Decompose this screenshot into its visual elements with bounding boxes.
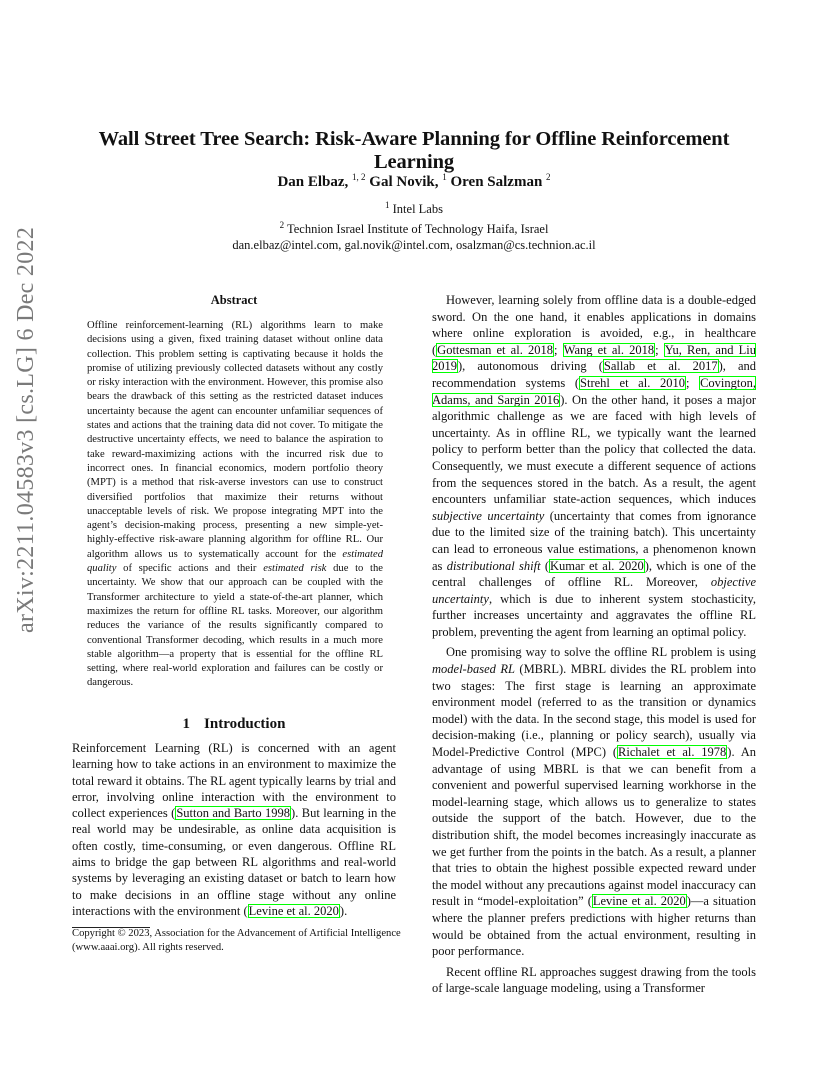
paper-title: Wall Street Tree Search: Risk-Aware Planning for Offline Reinforcement Learning	[98, 128, 730, 173]
paragraph: Recent offline RL approaches suggest drawing from the tools of large-scale language modeling, using a Transformer	[432, 964, 756, 996]
author-list	[60, 172, 768, 191]
arxiv-identifier: arXiv:2211.04583v3 [cs.LG] 6 Dec 2022	[13, 226, 39, 633]
citation-link[interactable]: Wang et al. 2018	[563, 342, 655, 357]
section-heading-introduction	[72, 716, 396, 733]
citation-link[interactable]: Sutton and Barto 1998	[176, 806, 291, 821]
citation-link[interactable]: Richalet et al. 1978	[618, 745, 727, 760]
author-emails: dan.elbaz@intel.com, gal.novik@intel.com, osalzman@cs.technion.ac.il	[232, 238, 596, 253]
author-affiliation-mark: 2	[546, 172, 551, 182]
author-name: Oren Salzman	[450, 174, 543, 190]
citation-link[interactable]: Sallab et al. 2017	[603, 359, 718, 374]
citation-link[interactable]: Levine et al. 2020	[248, 903, 339, 918]
citation-link[interactable]: Kumar et al. 2020	[550, 558, 644, 573]
abstract-body: Offline reinforcement-learning (RL) algorithms learn to make decisions using a given, fixed training dataset without online data collection. This problem setting is captivating because it holds the promise of utilizing previously collected datasets without any costly or risky interaction with the environment. However, this promise also bears the drawback of this setting as the restricted dataset induces uncertainty because the agent can encounter unfamiliar sequences of states and actions that the training data did not cover. To mitigate the destructive uncertainty effects, we need to balance the aspiration to take reward-maximizing actions with the incurred risk due to incorrect ones. In financial economics, modern portfolio theory (MPT) is a method that risk-averse investors can use to construct diversified portfolios that maximize their returns without unacceptable levels of risk. We propose integrating MPT into the agent’s decision-making process, presenting a new simple-yet-highly-effective risk-aware planning algorithm for offline RL. Our algorithm allows us to systematically account for the estimated quality of specific actions and their estimated risk due to the uncertainty. We show that our approach can be coupled with the Transformer architecture to yield a state-of-the-art planner, which maximizes the return for offline RL tasks. Moreover, our algorithm reduces the variance of the results significantly compared to conventional Transformer decoding, which results in a much more stable algorithm—a property that is essential for the offline RL setting, where real-world exploration and failures can be costly or dangerous.	[87, 320, 383, 689]
copyright-footnote: Copyright © 2023, Association for the Advancement of Artificial Intelligence (www.aaai.org). All rights reserved.	[72, 928, 401, 953]
author-name: Gal Novik,	[369, 174, 439, 190]
citation-link[interactable]: Yu, Ren, and Liu 2019	[432, 342, 756, 374]
section-number: 1	[182, 716, 191, 732]
introduction-paragraph: Reinforcement Learning (RL) is concerned with an agent learning how to take actions in an environment to maximize the total reward it obtains. The RL agent typically learns by trial and error, involving online interaction with the environment to collect experiences (Sutton and Barto 1998). But learning in the real world may be undesirable, as online data acquisition is often costly, time-consuming, or even dangerous. Offline RL aims to bridge the gap between RL algorithms and real-world systems by leveraging an existing dataset or batch to learn how to make decisions in an offline stage without any online interactions with the environment (Levine et al. 2020).	[72, 741, 397, 918]
paragraph: One promising way to solve the offline RL problem is using model-based RL (MBRL). MBRL divides the RL problem into two stages: The first stage is learning an approximate environment model (referred to as the transition or dynamics model) with the data. In the second stage, this model is used for decision-making (i.e., planning or policy search), usually via Model-Predictive Control (MPC) (Richalet et al. 1978). An advantage of using MBRL is that we can benefit from a convenient and powerful supervised learning workhorse in the model-learning stage, which allows us to generalize to states outside the support of the batch. However, due to the distribution shift, the model becomes increasingly inaccurate as we get further from the points in the batch. As a result, a planner that tries to obtain the highest possible expected reward under the model without any precautions against model inaccuracy can result in “model-exploitation” (Levine et al. 2020)—a situation where the planner prefers predictions with higher returns than would be obtained from the actual environment, resulting in poor performance.	[432, 645, 757, 959]
affiliations	[60, 197, 768, 253]
author-affiliation-mark: 1, 2	[352, 172, 366, 182]
citation-link[interactable]: Gottesman et al. 2018	[437, 342, 553, 357]
paragraph: However, learning solely from offline data is a double-edged sword. On the one hand, it enables applications in domains where online exploration is avoided, e.g., in healthcare (Gottesman et al. 2018; Wang et al. 2018; Yu, Ren, and Liu 2019), autonomous driving (Sallab et al. 2017), and recommendation systems (Strehl et al. 2010; Covington, Adams, and Sargin 2016). On the other hand, it poses a major algorithmic challenge as we are faced with high levels of uncertainty. As in offline RL, we typically want the learned policy to perform better than the policy that collected the data. Consequently, we must execute a different sequence of actions from the sequences stored in the batch. As a result, the agent encounters unfamiliar state-action sequences, which induces subjective uncertainty (uncertainty that comes from ignorance due to the limited size of the training batch). This uncertainty can lead to erroneous value estimations, a phenomenon known as distributional shift (Kumar et al. 2020), which is one of the central challenges of offline RL. Moreover, objective uncertainty, which is due to inherent system stochasticity, further increases uncertainty and aggravates the offline RL problem, preventing the agent from learning an optimal policy.	[432, 293, 756, 639]
author-affiliation-mark: 1	[442, 172, 447, 182]
right-column	[432, 292, 756, 997]
affiliation-2: $^2$ Technion Israel Institute of Technology Haifa, Israel	[279, 220, 549, 237]
citation-link[interactable]: Strehl et al. 2010	[580, 375, 685, 390]
section-title: Introduction	[204, 716, 286, 732]
affiliation-1: $^1$ Intel Labs	[385, 200, 443, 217]
citation-link[interactable]: Covington, Adams, and Sargin 2016	[432, 375, 756, 407]
abstract-heading: Abstract	[210, 293, 258, 307]
author-name: Dan Elbaz,	[277, 174, 349, 190]
citation-link[interactable]: Levine et al. 2020	[592, 894, 686, 909]
